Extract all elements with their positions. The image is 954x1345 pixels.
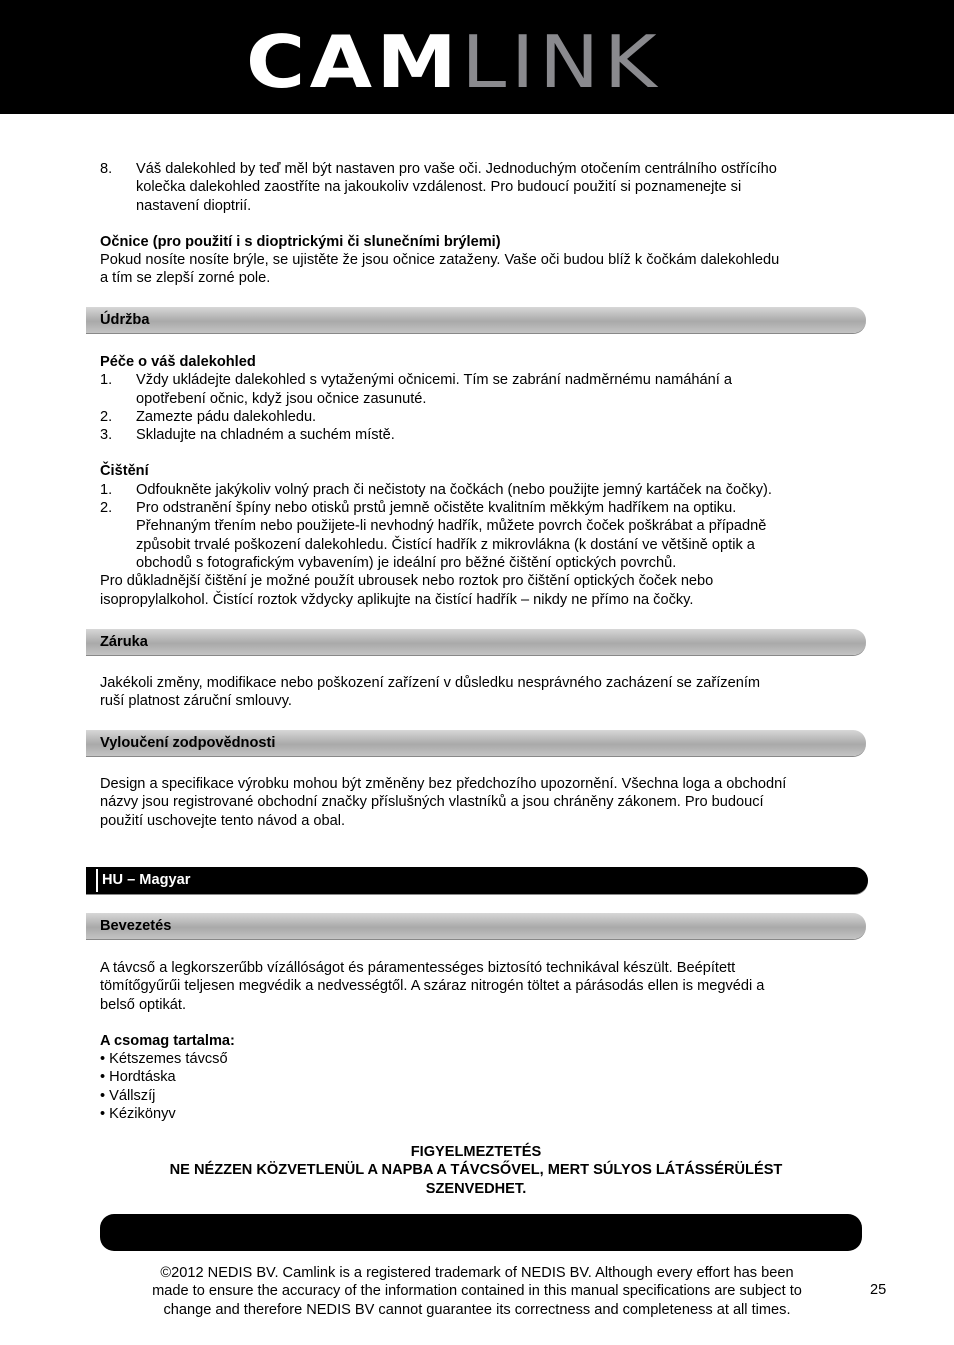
care-heading: Péče o váš dalekohled [100,354,256,370]
footer-line: change and therefore NEDIS BV cannot guarantee its correctness and completeness at all times. [163,1301,791,1318]
cz-intro-section [100,160,860,288]
footer-line: ©2012 NEDIS BV. Camlink is a registered trademark of NEDIS BV. Although every effort has been [160,1265,794,1281]
text-line: obchodů s fotografickým vybavením) je ideální pro běžné čištění optických povrchů. [136,554,677,571]
footer-line: made to ensure the accuracy of the information contained in this manual specifications are subject to [152,1283,802,1300]
text-line: Přehnaným třením nebo použijete-li nevhodný hadřík, můžete povrch čoček poškrábat a případně [136,518,767,535]
list-number: 3. [100,427,113,444]
logo-link: LINK [461,20,662,104]
language-title: HU – Magyar [102,872,191,888]
section-bar-disclaimer [86,730,866,756]
text-line: ruší platnost záruční smlouvy. [100,693,292,710]
list-number: 2. [100,500,113,517]
section-title: Bevezetés [100,918,172,934]
text-line: použití uschovejte tento návod a obal. [100,812,346,829]
package-item: • Kézikönyv [100,1106,176,1123]
text-line: Váš dalekohled by teď měl být nastaven pro vaše oči. Jednoduchým otočením centrálního ostřícího [136,161,777,177]
section-title: Vyloučení zodpovědnosti [100,735,276,751]
list-number: 1. [100,372,113,389]
section-bar-intro-hu [86,913,866,939]
cleaning-heading: Čištění [100,463,149,480]
list-number: 8. [100,161,113,177]
header-banner [0,0,954,114]
maintenance-section [100,353,860,609]
list-item [100,160,860,215]
text-line: názvy jsou registrované obchodní značky příslušných vlastníků a jsou chráněny zákonem. Pro budoucí [100,794,764,811]
disclaimer-section [100,775,860,830]
language-bar-hu [86,867,868,894]
text-line: Odfoukněte jakýkoliv volný prach či nečistoty na čočkách (nebo použijte jemný kartáček na čočky). [136,481,772,498]
section-title: Záruka [100,634,148,650]
section-bar-maintenance [86,307,866,333]
hu-intro-section [100,959,860,1123]
text-line: Pokud nosíte nosíte brýle, se ujistěte že jsou očnice zataženy. Vaše oči budou blíž k čočkám dalekohledu [100,252,780,269]
page-number: 25 [870,1282,887,1298]
text-line: opotřebení očnic, když jsou očnice zasunuté. [136,390,427,407]
footer-bar [100,1214,862,1251]
list-number: 2. [100,408,113,425]
eyecup-heading: Očnice (pro použití i s dioptrickými či slunečními brýlemi) [100,233,501,250]
text-line: tömítőgyűrűi teljesen megvédik a nedvességtől. A száraz nitrogén töltet a párásodás ellen is megvédi a [100,978,765,995]
warranty-section [100,674,860,711]
text-line: nastavení dioptrií. [136,197,252,214]
section-bar-warranty [86,629,866,655]
camlink-logo [246,20,662,104]
text-line: Jakékoli změny, modifikace nebo poškození zařízení v důsledku nesprávného zacházení se zařízením [100,675,761,691]
warning-text: NE NÉZZEN KÖZVETLENÜL A NAPBA A TÁVCSŐVEL, MERT SÚLYOS LÁTÁSSÉRÜLÉST [169,1162,783,1179]
section-title: Údržba [100,312,150,328]
warning-block [100,1143,852,1198]
text-line: isopropylalkohol. Čistící roztok vždycky aplikujte na čistící hadřík – nikdy ne přímo na čočky. [100,591,694,608]
text-line: kolečka dalekohled zaostříte na jakoukoliv vzdálenost. Pro budoucí použití si poznamenejte si [136,179,742,196]
warning-title: FIGYELMEZTETÉS [410,1144,542,1160]
list-item [100,408,860,426]
package-heading: A csomag tartalma: [100,1032,235,1049]
text-line: Skladujte na chladném a suchém místě. [136,427,395,444]
text-line: způsobit trvalé poškození dalekohledu. Čistící hadřík z mikrovlákna (k dostání ve většině optik a [136,536,755,553]
package-item: • Kétszemes távcső [100,1051,228,1068]
package-item: • Hordtáska [100,1069,176,1086]
text-line: a tím se zlepší zorné pole. [100,270,271,287]
logo-cam: CAM [246,20,462,104]
list-item [100,426,860,444]
text-line: Pro odstranění špíny nebo otisků prstů jemně očistěte kvalitním měkkým hadříkem na optiku. [136,500,737,517]
list-item [100,371,860,408]
text-line: A távcső a legkorszerűbb vízállóságot és páramentességes biztosító technikával készült. Beépített [100,960,736,976]
text-line: Pro důkladnější čištění je možné použít ubrousek nebo roztok pro čištění optických čoček nebo [100,573,714,590]
list-item [100,499,860,572]
text-line: belső optikát. [100,996,186,1013]
text-line: Design a specifikace výrobku mohou být změněny bez předchozího upozornění. Všechna loga a obchodní [100,776,787,792]
list-item [100,481,860,499]
list-number: 1. [100,481,113,498]
warning-text: SZENVEDHET. [425,1180,527,1197]
package-item: • Vállszíj [100,1087,156,1104]
text-line: Zamezte pádu dalekohledu. [136,408,317,425]
text-line: Vždy ukládejte dalekohled s vytaženými očnicemi. Tím se zabrání nadměrnému namáhání a [136,372,732,389]
copyright-footer [110,1264,844,1319]
